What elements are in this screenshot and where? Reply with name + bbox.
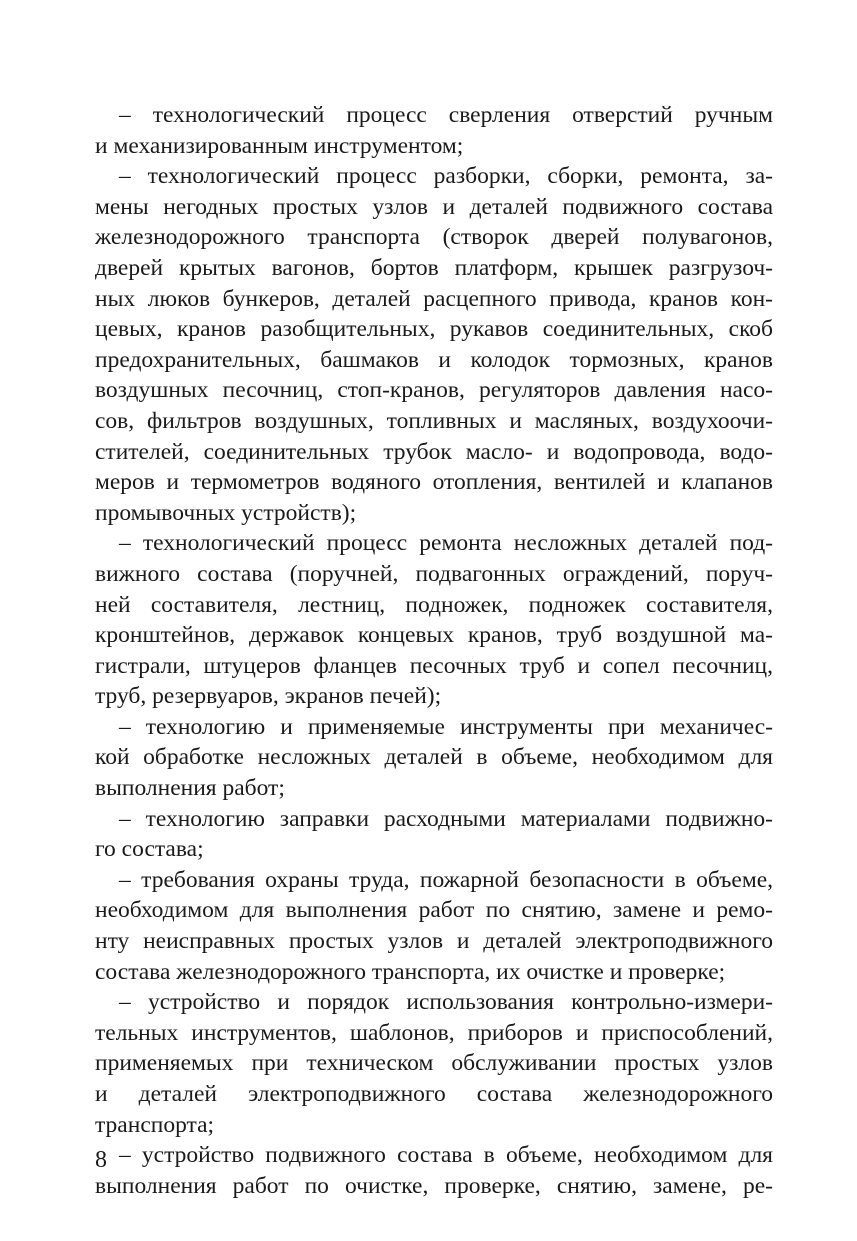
text-line: дверей крытых вагонов, бортов платформ, крышек разгрузоч-	[95, 254, 773, 281]
text-line: гистрали, штуцеров фланцев песочных труб и сопел песочниц,	[95, 652, 773, 679]
text-line: кой обработке несложных деталей в объеме, необходимом для	[95, 744, 773, 771]
text-line: – технологию и применяемые инструменты при механичес-	[119, 713, 773, 740]
text-line: выполнения работ;	[95, 775, 285, 802]
text-line: нту неисправных простых узлов и деталей электроподвижного	[95, 928, 773, 955]
text-line: – технологический процесс сверления отверстий ручным	[119, 102, 773, 128]
text-line: транспорта;	[95, 1111, 215, 1138]
text-line: предохранительных, башмаков и колодок тормозных, кранов	[95, 346, 773, 373]
text-line: труб, резервуаров, экранов печей);	[95, 683, 442, 710]
list-item	[95, 161, 773, 528]
text-line: воздушных песочниц, стоп-кранов, регуляторов давления насо-	[95, 377, 773, 404]
text-line: ных люков бункеров, деталей расцепного привода, кранов кон-	[95, 285, 773, 312]
text-line: сов, фильтров воздушных, топливных и масляных, воздухоочи-	[95, 407, 773, 434]
text-line: состава железнодорожного транспорта, их очистке и проверке;	[95, 958, 726, 985]
list-item	[95, 865, 773, 987]
text-line: выполнения работ по очистке, проверке, снятию, замене, ре-	[95, 1172, 773, 1199]
text-line: го состава;	[95, 836, 204, 863]
text-line: – технологический процесс ремонта несложных деталей под-	[119, 530, 773, 557]
text-line: необходимом для выполнения работ по снятию, замене и ремо-	[95, 897, 773, 924]
text-line: – устройство подвижного состава в объеме, необходимом для	[119, 1142, 773, 1169]
text-line: вижного состава (поручней, подвагонных ограждений, поруч-	[95, 560, 773, 587]
text-line: железнодорожного транспорта (створок дверей полувагонов,	[95, 224, 773, 251]
list-item	[95, 712, 773, 804]
text-line: кронштейнов, державок концевых кранов, труб воздушной ма-	[95, 622, 773, 649]
list-item	[95, 528, 773, 712]
text-line: – технологический процесс разборки, сборки, ремонта, за-	[119, 163, 773, 190]
text-line: стителей, соединительных трубок масло- и водопровода, водо-	[95, 438, 773, 465]
body-text	[95, 100, 773, 1201]
text-line: – требования охраны труда, пожарной безопасности в объеме,	[119, 866, 773, 893]
text-line: тельных инструментов, шаблонов, приборов и приспособлений,	[95, 1019, 773, 1046]
list-item	[95, 100, 773, 161]
text-line: – технологию заправки расходными материалами подвижно-	[119, 805, 773, 832]
text-line: и деталей электроподвижного состава железнодорожного	[95, 1081, 773, 1107]
text-line: ней составителя, лестниц, подножек, подножек составителя,	[95, 591, 773, 618]
list-item	[95, 987, 773, 1140]
page-number: 8	[95, 1147, 107, 1173]
text-line: мены негодных простых узлов и деталей подвижного состава	[95, 193, 773, 220]
text-line: цевых, кранов разобщительных, рукавов соединительных, скоб	[95, 316, 773, 343]
text-line: применяемых при техническом обслуживании простых узлов	[95, 1050, 773, 1077]
text-line: и механизированным инструментом;	[95, 132, 464, 159]
text-line: промывочных устройств);	[95, 499, 357, 526]
text-line: меров и термометров водяного отопления, вентилей и клапанов	[95, 469, 773, 496]
list-item	[95, 804, 773, 865]
text-line: – устройство и порядок использования контрольно-измери-	[119, 989, 773, 1016]
list-item	[95, 1140, 773, 1201]
